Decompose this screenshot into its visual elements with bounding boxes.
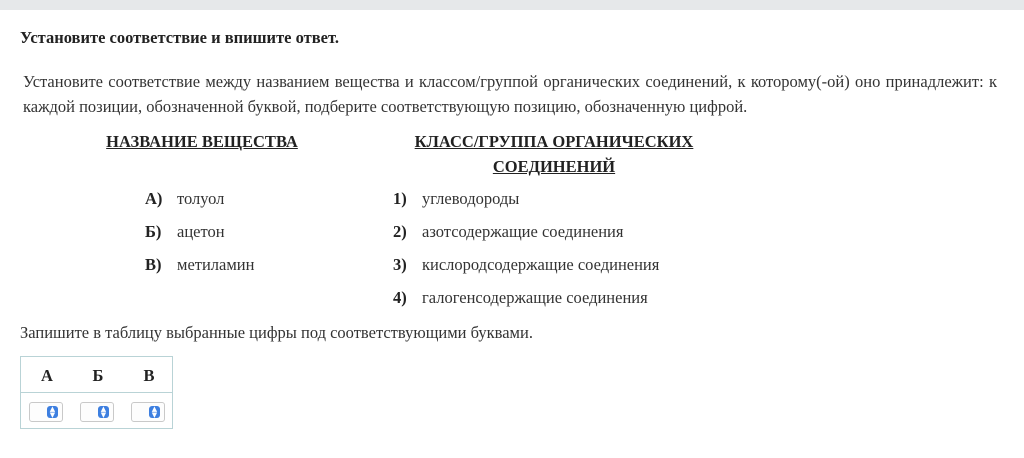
substance-item-v bbox=[145, 255, 254, 275]
substance-item-b bbox=[145, 222, 225, 242]
answer-table bbox=[20, 356, 173, 429]
answer-select-a[interactable] bbox=[29, 402, 63, 422]
item-number: 4) bbox=[393, 288, 407, 307]
class-header-line1: КЛАСС/ГРУППА ОРГАНИЧЕСКИХ bbox=[414, 132, 694, 151]
class-item-4 bbox=[393, 288, 648, 308]
select-chevron-icon: ▲ ▼ bbox=[47, 406, 58, 418]
item-letter: А) bbox=[145, 189, 163, 208]
substance-column-header: НАЗВАНИЕ ВЕЩЕСТВА bbox=[106, 132, 298, 151]
class-item-2 bbox=[393, 222, 623, 242]
answer-select-b[interactable] bbox=[80, 402, 114, 422]
answer-header-row bbox=[21, 357, 172, 393]
class-item-3 bbox=[393, 255, 659, 275]
answer-header-v: В bbox=[143, 366, 155, 385]
top-bar bbox=[0, 0, 1024, 10]
item-letter: Б) bbox=[145, 222, 162, 241]
item-text: азотсодержащие соединения bbox=[422, 222, 624, 241]
class-header-line2: СОЕДИНЕНИЙ bbox=[492, 157, 616, 176]
item-text: кислородсодержащие соединения bbox=[422, 255, 660, 274]
item-text: галогенсодержащие соединения bbox=[422, 288, 648, 307]
item-text: ацетон bbox=[177, 222, 225, 241]
item-number: 3) bbox=[393, 255, 407, 274]
substance-item-a bbox=[145, 189, 224, 209]
item-text: углеводороды bbox=[422, 189, 520, 208]
answer-select-v[interactable] bbox=[131, 402, 165, 422]
item-text: толуол bbox=[177, 189, 225, 208]
select-chevron-icon: ▲ ▼ bbox=[149, 406, 160, 418]
answer-prompt: Запишите в таблицу выбранные цифры под соответствующими буквами. bbox=[20, 323, 533, 342]
item-text: метиламин bbox=[177, 255, 255, 274]
answer-header-b: Б bbox=[92, 366, 104, 385]
item-number: 1) bbox=[393, 189, 407, 208]
instruction-heading: Установите соответствие и впишите ответ. bbox=[20, 28, 339, 47]
class-column-header bbox=[398, 129, 710, 179]
select-chevron-icon: ▲ ▼ bbox=[98, 406, 109, 418]
task-text: Установите соответствие между названием вещества и классом/группой органических соединений, к которому(-ой) оно принадлежит: к каждой позиции, обозначенной буквой, подберите соответствующую позицию, обозначенную цифрой. bbox=[23, 72, 997, 116]
item-number: 2) bbox=[393, 222, 407, 241]
answer-header-a: А bbox=[41, 366, 53, 385]
item-letter: В) bbox=[145, 255, 162, 274]
class-item-1 bbox=[393, 189, 519, 209]
